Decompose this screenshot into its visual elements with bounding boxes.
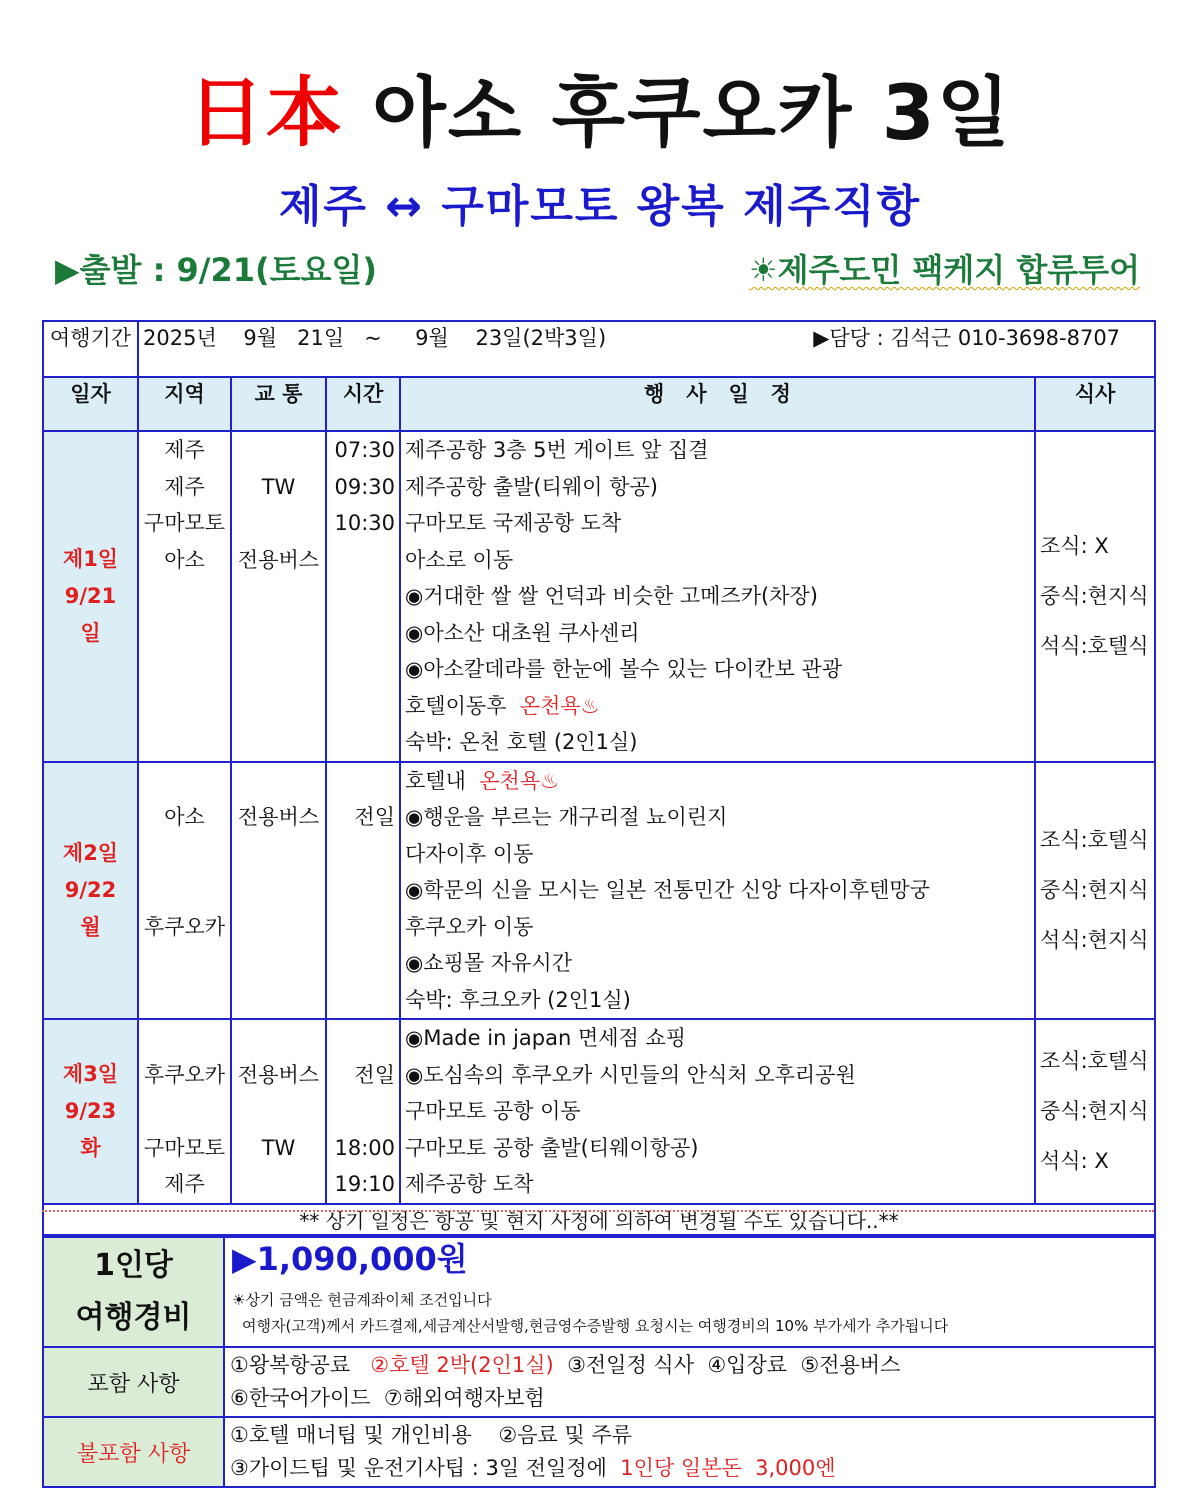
day-label: 제2일 9/22 월 [43,762,138,1020]
meal-item: 석식:호텔식 [1040,634,1149,659]
schedule-cell [400,431,1035,762]
schedule-line: ◉아소산 대초원 쿠사센리 [405,620,640,645]
time-cell [326,431,400,762]
meal-item: 석식:현지식 [1040,928,1149,953]
header-row [43,377,1155,431]
schedule-line [143,688,226,725]
schedule-line: ◉Made in japan 면세점 쇼핑 [405,1026,687,1050]
schedule-line [143,836,226,873]
schedule-line [331,982,395,1019]
schedule-line: 아소 [164,805,205,829]
notice-row [43,1204,1155,1235]
hot-spring-label: 온천욕♨ [519,693,600,718]
schedule-line: 18:00 [334,1135,395,1160]
meal-cell [1035,1019,1155,1204]
schedule-line [331,1093,395,1130]
meal-item: 조식:호텔식 [1040,828,1149,853]
cost-row [43,1237,1155,1347]
schedule-line [236,909,321,946]
schedule-line: 아소 [164,547,205,572]
schedule-line [143,872,226,909]
meal-item: 중식:현지식 [1040,584,1149,609]
schedule-line: 아소로 이동 [405,547,514,572]
schedule-line [143,763,226,800]
schedule-table [42,320,1156,1236]
header-transport: 교 통 [231,377,326,431]
schedule-line: ◉학문의 신을 모시는 일본 전통민간 신앙 다자이후텐망궁 [405,878,930,902]
meal-item: 조식:호텔식 [1040,1049,1149,1074]
schedule-line [236,1020,321,1057]
excluded-label: 불포함 사항 [43,1417,224,1487]
schedule-line [143,578,226,615]
schedule-line [331,651,395,688]
schedule-line [236,945,321,982]
schedule-line [143,1020,226,1057]
schedule-line [331,945,395,982]
schedule-line: 제주공항 3층 5번 게이트 앞 집결 [405,438,709,462]
schedule-line: 호텔이동후 온천욕♨ [405,693,600,718]
schedule-line: 후쿠오카 이동 [405,914,534,939]
region-cell [138,1019,231,1204]
meal-cell [1035,762,1155,1020]
meal-item: 석식: X [1040,1149,1109,1174]
region-cell [138,431,231,762]
schedule-line: 제주공항 도착 [405,1172,534,1196]
day-block [43,1019,1155,1204]
route-subtitle: 제주 ↔ 구마모토 왕복 제주직항 [278,181,922,232]
transport-cell [231,762,326,1020]
schedule-line: ◉행운을 부르는 개구리절 뇨이린지 [405,805,728,829]
header-day: 일자 [43,377,138,431]
schedule-line [236,1166,321,1203]
schedule-line [143,982,226,1019]
schedule-line [236,505,321,542]
excluded-row [43,1417,1155,1487]
schedule-line [143,945,226,982]
schedule-line: 전용버스 [237,547,320,572]
schedule-line: ◉거대한 쌀 쌀 언덕과 비슷한 고메즈카(차장) [405,584,818,608]
schedule-line [331,763,395,800]
notice-text: ** 상기 일정은 항공 및 현지 사정에 의하여 변경될 수도 있습니다..** [43,1204,1155,1235]
schedule-line: 제주공항 출발(티웨이 항공) [405,474,658,499]
cost-note-1: ☀상기 금액은 현금계좌이체 조건입니다 [232,1291,492,1309]
schedule-line: 구마모토 국제공항 도착 [405,511,622,535]
cost-label: 1인당 여행경비 [43,1237,224,1347]
schedule-line [236,872,321,909]
cost-detail [224,1237,1155,1347]
excluded-detail [224,1417,1155,1487]
schedule-line: 제주 [164,1172,205,1196]
schedule-line [143,615,226,652]
schedule-line: 09:30 [334,474,395,499]
schedule-line: TW [261,474,296,499]
schedule-line [236,651,321,688]
schedule-line [236,763,321,800]
schedule-line [143,1093,226,1130]
day-block [43,431,1155,762]
schedule-line: 제주 [164,474,205,499]
header-region: 지역 [138,377,231,431]
schedule-line: 구마모토 공항 출발(티웨이항공) [405,1135,699,1160]
period-value [138,321,1155,377]
schedule-line: 숙박: 후크오카 (2인1실) [405,987,631,1012]
title-red: 日本 [187,68,344,157]
schedule-line [236,688,321,725]
schedule-line: 19:10 [334,1172,395,1196]
schedule-line: 후쿠오카 [143,914,226,939]
schedule-line [331,872,395,909]
schedule-line: 호텔내 온천욕♨ [405,768,559,793]
schedule-cell [400,762,1035,1020]
meal-item: 중식:현지식 [1040,878,1149,903]
schedule-line: 07:30 [334,438,395,462]
included-label: 포함 사항 [43,1347,224,1417]
included-detail [224,1347,1155,1417]
schedule-cell [400,1019,1035,1204]
schedule-line [143,724,226,761]
day-label: 제1일 9/21 일 [43,431,138,762]
days-body [43,431,1155,1204]
included-line-1: ①왕복항공료 ②호텔 2박(2인1실) ③전일정 식사 ④입장료 ⑤전용버스 [230,1353,901,1377]
transport-cell [231,431,326,762]
hot-spring-label: 온천욕♨ [479,768,559,793]
schedule-line: ◉도심속의 후쿠오카 시민들의 안식처 오후리공원 [405,1062,856,1087]
schedule-line [331,688,395,725]
schedule-line [331,836,395,873]
schedule-line: 전일 [354,1062,395,1087]
included-row [43,1347,1155,1417]
excluded-line-1: ①호텔 매너팁 및 개인비용 ②음료 및 주류 [230,1423,633,1447]
header-meal: 식사 [1035,377,1155,431]
header-time: 시간 [326,377,400,431]
schedule-line: 후쿠오카 [143,1062,226,1087]
schedule-line [331,724,395,761]
schedule-line: ◉아소칼데라를 한눈에 볼수 있는 다이칸보 관광 [405,657,843,681]
schedule-line [236,578,321,615]
schedule-line [331,542,395,579]
schedule-line: ◉쇼핑몰 자유시간 [405,951,573,975]
period-dates: 2025년 9월 21일 ~ 9월 23일(2박3일) [143,326,607,350]
cost-table [42,1236,1156,1488]
schedule-line [236,836,321,873]
time-cell [326,762,400,1020]
period-label: 여행기간 [43,321,138,377]
schedule-line [143,651,226,688]
meal-item: 조식: X [1040,534,1109,559]
schedule-line: 구마모토 [143,511,226,535]
schedule-line: 전용버스 [237,1062,320,1087]
time-cell [326,1019,400,1204]
schedule-line: TW [261,1135,296,1160]
schedule-line [236,724,321,761]
schedule-line [331,615,395,652]
day-label: 제3일 9/23 화 [43,1019,138,1204]
schedule-line [236,982,321,1019]
schedule-line: 다자이후 이동 [405,841,534,866]
schedule-line [236,432,321,469]
cost-note-2: 여행자(고객)께서 카드결제,세금계산서발행,현금영수증발행 요청시는 여행경비의 10% 부가세가 추가됩니다 [242,1317,949,1335]
page-title [0,52,1200,161]
region-cell [138,762,231,1020]
schedule-line: 구마모토 공항 이동 [405,1099,581,1123]
period-row [43,321,1155,377]
schedule-line [236,615,321,652]
schedule-line [331,578,395,615]
package-label: ☀제주도민 팩케지 합류투어 [748,251,1140,289]
header-schedule: 행 사 일 정 [400,377,1035,431]
schedule-line: 전용버스 [237,805,320,829]
meal-item: 중식:현지식 [1040,1099,1149,1124]
schedule-line: 제주 [164,438,205,462]
schedule-line [236,1093,321,1130]
schedule-line [331,909,395,946]
schedule-line: 10:30 [334,511,395,535]
meal-cell [1035,431,1155,762]
included-line-2: ⑥한국어가이드 ⑦해외여행자보험 [230,1386,545,1410]
day-block [43,762,1155,1020]
price: ▶1,090,000원 [232,1240,468,1278]
schedule-line: 전일 [354,805,395,829]
contact-info: ▶담당 : 김석근 010-3698-8707 [813,326,1121,350]
schedule-line: 숙박: 온천 호텔 (2인1실) [405,730,638,754]
excluded-line-2: ③가이드팁 및 운전기사팁 : 3일 전일정에 1인당 일본돈 3,000엔 [230,1456,836,1480]
schedule-line [331,1020,395,1057]
section-divider [42,1210,1154,1212]
schedule-line: 구마모토 [143,1135,226,1160]
departure-date: ▶출발 : 9/21(토요일) [55,251,377,289]
title-rest: 아소 후쿠오카 3일 [343,68,1013,157]
transport-cell [231,1019,326,1204]
